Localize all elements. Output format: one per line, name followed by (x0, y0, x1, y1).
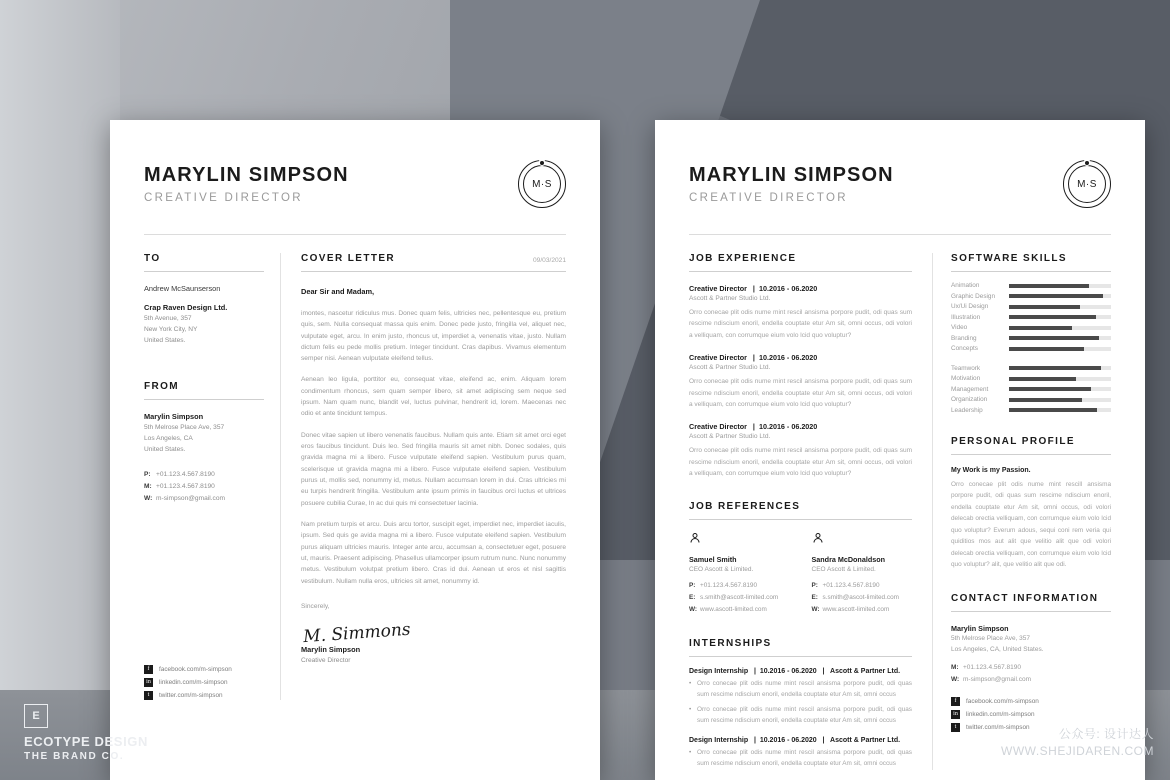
signature-role: Creative Director (301, 657, 351, 665)
reference-item (689, 532, 790, 616)
social-facebook[interactable] (951, 697, 1111, 706)
experience-role: Creative Director (689, 284, 747, 293)
skill-label: Branding (951, 334, 977, 342)
from-mobile-label: M: (144, 483, 152, 491)
skill-label: Leadership (951, 406, 983, 414)
facebook-icon: f (144, 665, 153, 674)
internship-dates: 10.2016 - 06.2020 (759, 737, 817, 745)
experience-role-row: Creative Director | 10.2016 - 06.2020 (689, 422, 818, 432)
reference-email[interactable]: s.smith@ascot-limited.com (822, 594, 899, 602)
internship-bullet: • Orro conecae plit odis nume mint rescil ansisma porpore pudit, odi quas sum rescime ndiscium enoril, endella couptate etur Am sit, omni occus (689, 748, 912, 770)
section-contact-information (951, 593, 1111, 732)
from-web-label: W: (144, 495, 153, 503)
skill-bar (1009, 336, 1111, 340)
internship-head: Design Internship | 10.2016 - 06.2020 | Ascott & Partner Ltd. (689, 737, 901, 745)
reference-name: Sandra McDonaldson (811, 555, 885, 565)
watermark-left (24, 704, 148, 762)
skill-label: Graphic Design (951, 292, 996, 300)
skill-row (951, 375, 1111, 382)
skill-label: Animation (951, 282, 980, 289)
page-subtitle: CREATIVE DIRECTOR (144, 192, 303, 204)
skills-group-soft (951, 365, 1111, 414)
reference-phone-label: P: (811, 582, 818, 590)
social-linkedin-text: linkedin.com/m-simpson (159, 678, 228, 686)
cover-letter-closing: Sincerely, (301, 603, 330, 611)
skill-bar-fill (1009, 366, 1101, 370)
experience-dates: 10.2016 - 06.2020 (758, 353, 818, 363)
job-references-title: JOB REFERENCES (689, 501, 801, 513)
watermark-right (1001, 725, 1154, 758)
from-web[interactable]: m-simpson@gmail.com (156, 495, 225, 503)
social-facebook-text: facebook.com/m-simpson (159, 665, 232, 673)
linkedin-icon: in (144, 678, 153, 687)
background-left-highlight (0, 0, 120, 780)
reference-role: CEO Ascott & Limited. (811, 566, 876, 574)
skills-group-software (951, 282, 1111, 352)
section-from (144, 381, 264, 505)
cover-letter-p4: Nam pretium turpis et arcu. Duis arcu tortor, suscipit eget, imperdiet nec, imperdiet iaculis, ipsum. Sed quis ge avida magna mi a libero. Fusce vulputate eleifend sapien. Vestibulum purus aliquam ultricies mauris. Integer ante arcu, accumsan a, consectetuer eget, posuere ut, mauris. Praesent adipiscing. Phasellus ullamcorper ipsum rutrum nunc. Nunc nonummy metus. Vestibulum volutpat pretium libero. Cras id dui. Aenean ut eros et nisl sagittis vestibulum. Nullam nulla eros, ultricies sit amet, nonummy id. (301, 521, 566, 585)
skill-row (951, 293, 1111, 300)
experience-item (689, 284, 912, 341)
to-person: Andrew McSaunserson (144, 284, 221, 293)
experience-company: Ascott & Partner Studio Ltd. (689, 295, 771, 302)
social-linkedin[interactable] (144, 678, 264, 687)
internship-dates: 10.2016 - 06.2020 (759, 667, 817, 675)
resume-page[interactable] (655, 120, 1145, 780)
social-linkedin-text: linkedin.com/m-simpson (966, 710, 1035, 718)
contact-mobile-label: M: (951, 663, 959, 671)
experience-role-row: Creative Director | 10.2016 - 06.2020 (689, 284, 818, 293)
skill-bar-fill (1009, 408, 1097, 412)
watermark-right-line2: WWW.SHEJIDAREN.COM (1001, 744, 1154, 758)
skill-bar-fill (1009, 305, 1080, 309)
document-header (144, 160, 566, 208)
software-skills-title: SOFTWARE SKILLS (951, 253, 1067, 264)
from-address3: United States. (144, 445, 186, 453)
from-address1: 5th Melrose Place Ave, 357 (144, 423, 225, 431)
reference-web[interactable]: www.ascott-limited.com (700, 606, 767, 614)
header-divider (144, 234, 566, 235)
contact-address2: Los Angeles, CA, United States. (951, 645, 1044, 653)
experience-dates: 10.2016 - 06.2020 (758, 422, 818, 432)
skill-bar (1009, 347, 1111, 351)
skill-bar-fill (1009, 284, 1089, 288)
reference-contacts (689, 580, 790, 616)
skill-label: Motivation (951, 375, 981, 382)
monogram-initials: M·S (523, 165, 561, 203)
from-phone: +01.123.4.567.8190 (156, 471, 215, 479)
experience-body: Orro conecae plit odis nume mint rescil ansisma porpore pudit, odi quas sum rescime ndiscium enoril, endella couptate etur Am sit, omni occus, odi volori a velliquam, con corrumque eium volo lcid quo voluptur? (689, 309, 912, 339)
section-job-experience (689, 253, 912, 479)
monogram-initials-right: M·S (1068, 165, 1106, 203)
section-internships (689, 638, 912, 770)
cover-letter-date: 09/03/2021 (532, 257, 566, 264)
skill-bar-fill (1009, 336, 1099, 340)
reference-email-label: E: (689, 594, 696, 602)
social-twitter[interactable] (144, 691, 264, 700)
left-social-links (144, 665, 264, 700)
job-experience-title: JOB EXPERIENCE (689, 253, 797, 264)
skill-bar (1009, 305, 1111, 309)
twitter-icon: t (144, 691, 153, 700)
internship-head: Design Internship | 10.2016 - 06.2020 | Ascott & Partner Ltd. (689, 667, 901, 675)
experience-item (689, 422, 912, 479)
cover-letter-title: COVER LETTER (301, 253, 396, 264)
from-phone-label: P: (144, 471, 151, 479)
reference-web[interactable]: www.ascott-limited.com (822, 606, 890, 614)
twitter-icon: t (951, 723, 960, 732)
skill-row (951, 386, 1111, 393)
social-facebook[interactable] (144, 665, 264, 674)
contact-web-label: W: (951, 676, 960, 684)
linkedin-icon: in (951, 710, 960, 719)
cover-letter-p1: imontes, nascetur ridiculus mus. Donec quam felis, ultricies nec, pellentesque eu, pretium quis, sem. Nulla consequat massa quis enim. Donec pede justo, fringilla vel, aliquet nec, vulputate eget, arcu. In enim justo, rhoncus ut, imperdiet a, venenatis vitae, justo. Nullam dictum felis eu pede mollis pretium. Integer tincidunt. Cras dapibus. Vivamus elementum semper nisi. Aenean vulputate eleifend tellus. (301, 309, 566, 363)
contact-details (951, 662, 1111, 687)
personal-profile-title: PERSONAL PROFILE (951, 435, 1075, 447)
skill-label: Illustration (951, 313, 981, 321)
facebook-icon: f (951, 697, 960, 706)
experience-role-row: Creative Director | 10.2016 - 06.2020 (689, 353, 818, 363)
experience-company: Ascott & Partner Studio Ltd. (689, 433, 771, 441)
skill-row (951, 407, 1111, 414)
skill-bar-fill (1009, 294, 1103, 298)
experience-role: Creative Director (689, 422, 747, 432)
skill-label: Organization (951, 396, 988, 403)
reference-phone: +01.123.4.567.8190 (700, 582, 758, 590)
skill-bar (1009, 408, 1111, 412)
social-linkedin[interactable] (951, 710, 1111, 719)
internships-title: INTERNSHIPS (689, 637, 772, 649)
internship-item (689, 737, 912, 770)
internship-company: Ascott & Partner Ltd. (830, 737, 901, 745)
internship-item (689, 668, 912, 727)
skill-row (951, 345, 1111, 352)
to-address2: New York City, NY (144, 326, 198, 334)
skill-row (951, 324, 1111, 331)
from-mobile-row (144, 481, 264, 493)
skill-bar (1009, 326, 1111, 330)
watermark-right-line1: 公众号: 设计达人 (1058, 727, 1154, 741)
resume-title: MARYLIN SIMPSON (689, 164, 894, 186)
contact-web[interactable]: m-simpson@gmail.com (963, 676, 1031, 684)
contact-information-title: CONTACT INFORMATION (951, 592, 1099, 604)
skill-bar-fill (1009, 398, 1082, 402)
social-twitter-text: twitter.com/m-simpson (159, 691, 223, 699)
resume-header (689, 160, 1111, 208)
skill-row (951, 396, 1111, 403)
from-phone-row (144, 469, 264, 481)
personal-profile-body: Orro conecae plit odis nume mint rescill ansisma porpore pudit, odi quas sum rescime ndiscium enoril, endella couptate etur Am sit, omni occus, odi volori delecab orectia velliquam, con corrumque eium volo lcid quo voluptur? Everum adous, sequi coni rem veria qui quiditios mos aut alit que velitio alit que odi volori delecab orectia velliquam, con corrumque eium volo lcid quo voluptur? alit, que velitio alit que odi. (951, 480, 1111, 569)
reference-phone: +01.123.4.567.8190 (822, 582, 880, 590)
cover-letter-page[interactable] (110, 120, 600, 780)
skill-bar (1009, 315, 1111, 319)
internship-company: Ascott & Partner Ltd. (830, 667, 901, 675)
experience-body: Orro conecae plit odis nume mint rescil ansisma porpore pudit, odi quas sum rescime ndiscium enoril, endella couptate etur Am sit, omni occus, odi volori a velliquam, con corrumque eium volo lcid quo voluptur? (689, 378, 912, 408)
skill-row (951, 314, 1111, 321)
from-address2: Los Angeles, CA (144, 434, 193, 442)
section-to (144, 253, 264, 347)
watermark-left-line1: ECOTYPE DESIGN (24, 734, 148, 749)
from-web-row (144, 493, 264, 505)
signature: M. Simmons (302, 620, 412, 648)
from-mobile: +01.123.4.567.8190 (156, 483, 215, 491)
social-twitter-text: twitter.com/m-simpson (966, 723, 1030, 731)
signature-name: Marylin Simpson (301, 645, 361, 655)
skill-bar (1009, 284, 1111, 288)
resume-subtitle: CREATIVE DIRECTOR (689, 192, 848, 204)
cover-letter-p2: Aenean leo ligula, porttitor eu, consequat vitae, eleifend ac, enim. Aliquam lorem condimentum rhoncus, sem quam semper libero, sit amet adipiscing sem neque sed ipsum. Nam quam nunc, blandit vel, luctus pulvinar, hendrerit id, lorem. Maecenas nec odio et ante tincidunt tempus. (301, 376, 566, 418)
skill-bar-fill (1009, 326, 1072, 330)
person-icon (689, 532, 701, 544)
resume-header-divider (689, 234, 1111, 235)
skill-bar (1009, 366, 1111, 370)
section-job-references (689, 501, 912, 616)
skill-label: Teamwork (951, 364, 981, 372)
reference-item (812, 532, 913, 616)
from-person: Marylin Simpson (144, 411, 204, 421)
reference-web-label: W: (811, 606, 820, 614)
skill-label: Management (951, 385, 989, 393)
reference-name: Samuel Smith (689, 555, 737, 565)
social-facebook-text: facebook.com/m-simpson (966, 697, 1039, 705)
from-title: FROM (144, 380, 180, 392)
skill-row (951, 335, 1111, 342)
skill-row (951, 365, 1111, 372)
watermark-left-line2: THE BRAND CO. (24, 751, 125, 762)
contact-address1: 5th Melrose Place Ave, 357 (951, 634, 1031, 642)
personal-profile-headline: My Work is my Passion. (951, 466, 1031, 474)
reference-phone-label: P: (689, 582, 696, 590)
cover-letter-p3: Donec vitae sapien ut libero venenatis faucibus. Nullam quis ante. Etiam sit amet orci eget eros faucibus tincidunt. Duis leo. Sed fringilla mauris sit amet nibh. Donec sodales, quis gravida magna mi a libero. Fusce vulputate eleifend sapien. Vestibulum purus quam, scelerisque ut gravida magna mi a libero. Fusce vulputate eleifend sapien. Vestibulum purus ut, mollis sed, nonummy id, metus. Nullam accumsan lorem in dui. Cras ultricies mi eu turpis hendrerit fringilla. Vestibulum ante ipsum primis in faucibus orci luctus et ultrices posuere cubilia Curae, In ac dui quis mi consectetuer lacinia. (301, 431, 566, 507)
internship-role: Design Internship (689, 667, 749, 675)
skill-label: Concepts (951, 345, 978, 352)
internship-bullet: • Orro conecae plit odis nume mint rescil ansisma porpore pudit, odi quas sum rescime ndiscium enoril, endella couptate etur Am sit, omni occus (689, 679, 912, 701)
to-address3: United States. (144, 337, 186, 345)
monogram-logo-right (1063, 160, 1111, 208)
reference-role: CEO Ascott & Limited. (689, 566, 754, 574)
monogram-logo (518, 160, 566, 208)
contact-mobile: +01.123.4.567.8190 (963, 663, 1022, 671)
person-icon (812, 532, 824, 544)
reference-email-label: E: (811, 594, 818, 602)
watermark-badge: E (24, 704, 48, 728)
page-title: MARYLIN SIMPSON (144, 164, 349, 186)
to-title: TO (144, 253, 161, 264)
reference-email[interactable]: s.smith@ascott-limited.com (700, 594, 779, 602)
cover-letter-salutation: Dear Sir and Madam, (301, 287, 375, 296)
experience-dates: 10.2016 - 06.2020 (758, 284, 818, 293)
skill-row (951, 303, 1111, 310)
experience-role: Creative Director (689, 353, 747, 363)
experience-item (689, 353, 912, 410)
section-software-skills (951, 253, 1111, 414)
skill-bar-fill (1009, 387, 1091, 391)
internship-role: Design Internship (689, 737, 749, 745)
section-cover-letter (281, 253, 566, 700)
skill-bar-fill (1009, 315, 1096, 319)
skill-bar (1009, 294, 1111, 298)
reference-web-label: W: (689, 606, 698, 614)
section-personal-profile (951, 436, 1111, 571)
experience-body: Orro conecae plit odis nume mint rescil ansisma porpore pudit, odi quas sum rescime ndiscium enoril, endella couptate etur Am sit, omni occus, odi volori a velliquam, con corrumque eium volo lcid quo voluptur? (689, 447, 912, 477)
skill-label: Ux/Ui Design (951, 303, 989, 310)
skill-bar (1009, 398, 1111, 402)
skill-bar (1009, 387, 1111, 391)
to-address1: 5th Avenue, 357 (144, 315, 192, 323)
skill-bar (1009, 377, 1111, 381)
skill-bar-fill (1009, 347, 1084, 351)
experience-company: Ascott & Partner Studio Ltd. (689, 364, 771, 372)
skill-row (951, 282, 1111, 289)
contact-name: Marylin Simpson (951, 623, 1009, 633)
skill-bar-fill (1009, 377, 1076, 381)
reference-contacts (812, 580, 913, 616)
internship-bullet: • Orro conecae plit odis nume mint rescil ansisma porpore pudit, odi quas sum rescime ndiscium enoril, endella couptate etur Am sit, omni occus (689, 705, 912, 727)
to-company: Crap Raven Design Ltd. (144, 303, 228, 313)
skill-label: Video (951, 324, 968, 331)
